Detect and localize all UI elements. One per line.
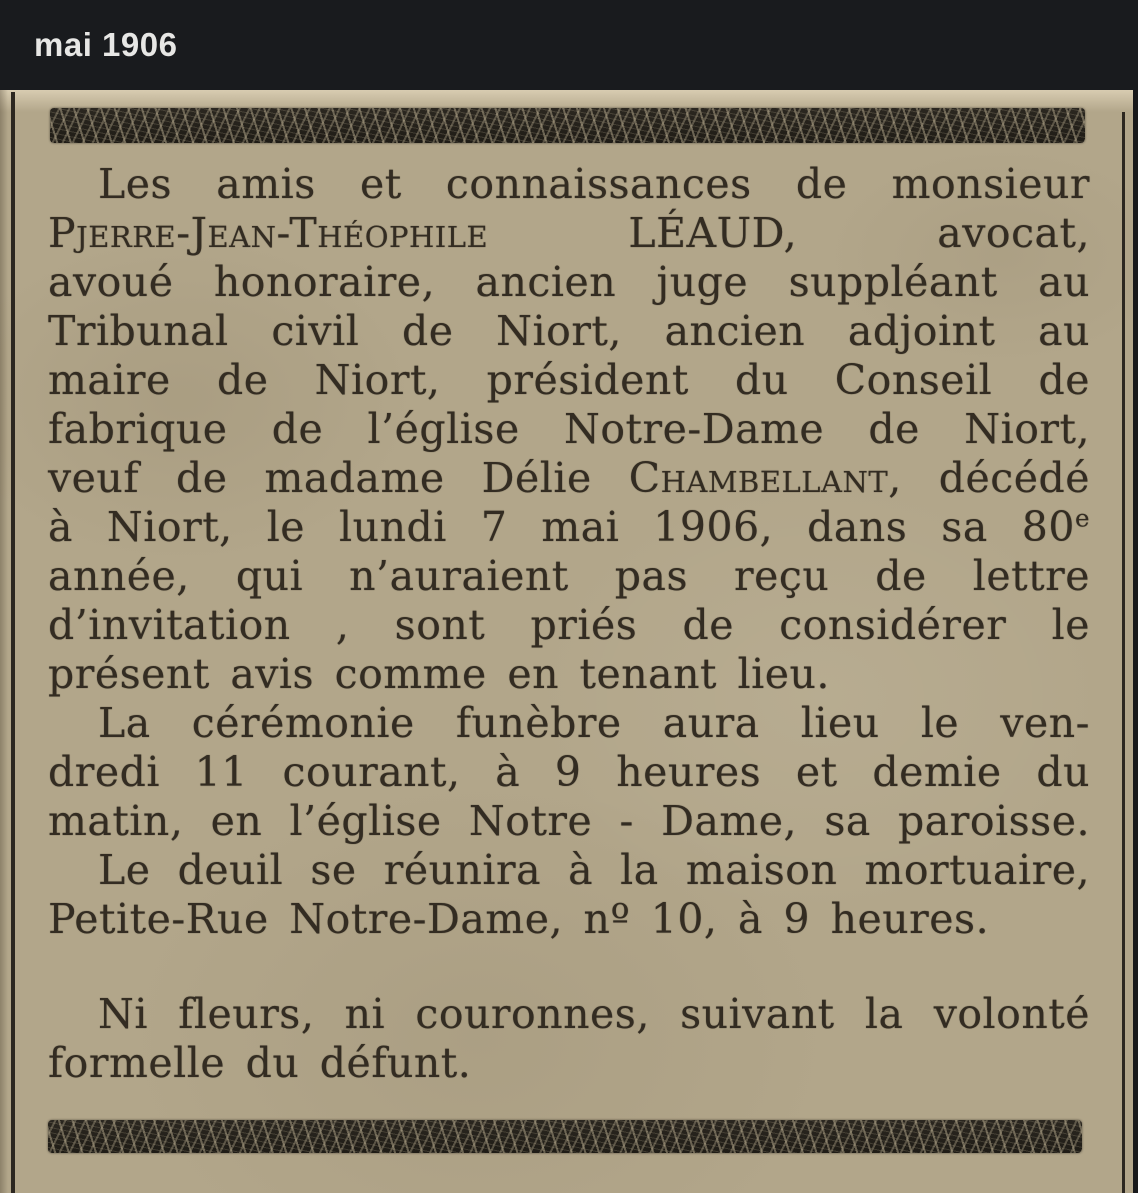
notice-line-4-seg-1: Tribunal civil de Niort, ancien adjoint au <box>48 307 1090 355</box>
notice-line-3-seg-1: avoué honoraire, ancien juge suppléant au <box>48 258 1090 306</box>
notice-line-2 <box>48 209 1090 258</box>
notice-line-11-seg-1: présent avis comme en tenant lieu. <box>48 650 830 698</box>
notice-line-5 <box>48 356 1090 405</box>
notice-line-4 <box>48 307 1090 356</box>
notice-line-7 <box>48 454 1090 503</box>
notice-line-16 <box>48 895 1090 944</box>
notice-line-12 <box>48 699 1090 748</box>
notice-line-8-seg-2: e <box>1074 503 1090 533</box>
scan-right-edge <box>1133 90 1138 1193</box>
notice-line-5-seg-1: maire de Niort, président du Conseil de <box>48 356 1090 404</box>
notice-line-14 <box>48 797 1090 846</box>
top-ornament-rule <box>50 108 1085 143</box>
notice-line-1-seg-1: Les amis et connaissances de monsieur <box>98 160 1090 208</box>
notice-line-7-seg-1: veuf de madame Délie <box>48 454 629 502</box>
notice-line-10-seg-1: d’invitation , sont priés de considérer le <box>48 601 1090 649</box>
left-column-rule <box>11 92 15 1193</box>
notice-line-13-seg-1: dredi 11 courant, à 9 heures et demie du <box>48 748 1090 796</box>
bottom-ornament-rule <box>48 1120 1082 1153</box>
header-date-title: mai 1906 <box>34 26 178 63</box>
notice-line-1 <box>48 160 1090 209</box>
app-header-bar <box>0 0 1138 90</box>
right-column-rule <box>1122 112 1125 1193</box>
notice-line-15-seg-1: Le deuil se réunira à la maison mortuaire, <box>98 846 1090 894</box>
scan-left-shadow <box>0 90 8 1193</box>
notice-line-14-seg-1: matin, en l’église Notre - Dame, sa paroisse. <box>48 797 1090 845</box>
death-notice-text <box>48 160 1090 1088</box>
notice-line-6 <box>48 405 1090 454</box>
notice-line-9-seg-1: année, qui n’auraient pas reçu de lettre <box>48 552 1090 600</box>
notice-line-17 <box>48 990 1090 1039</box>
notice-line-16-seg-1: Petite-Rue Notre-Dame, nº 10, à 9 heures. <box>48 895 990 943</box>
notice-line-8 <box>48 503 1090 552</box>
notice-line-9 <box>48 552 1090 601</box>
notice-line-17-seg-1: Ni fleurs, ni couronnes, suivant la volonté <box>98 990 1090 1038</box>
notice-line-6-seg-1: fabrique de l’église Notre-Dame de Niort, <box>48 405 1090 453</box>
notice-line-12-seg-1: La cérémonie funèbre aura lieu le ven- <box>98 699 1090 747</box>
notice-line-3 <box>48 258 1090 307</box>
notice-line-13 <box>48 748 1090 797</box>
notice-line-11 <box>48 650 1090 699</box>
notice-line-18 <box>48 1039 1090 1088</box>
notice-line-10 <box>48 601 1090 650</box>
newspaper-scan <box>0 90 1138 1193</box>
notice-line-18-seg-1: formelle du défunt. <box>48 1039 472 1087</box>
notice-line-2-seg-1: Pjerre-Jean-Théophile <box>48 209 489 257</box>
notice-line-15 <box>48 846 1090 895</box>
notice-line-8-seg-1: à Niort, le lundi 7 mai 1906, dans sa 80 <box>48 503 1075 551</box>
notice-line-2-seg-2: LÉAUD, avocat, <box>488 209 1090 257</box>
notice-line-7-seg-3: , décédé <box>888 454 1090 502</box>
notice-line-7-seg-2: Chambellant <box>628 454 889 502</box>
